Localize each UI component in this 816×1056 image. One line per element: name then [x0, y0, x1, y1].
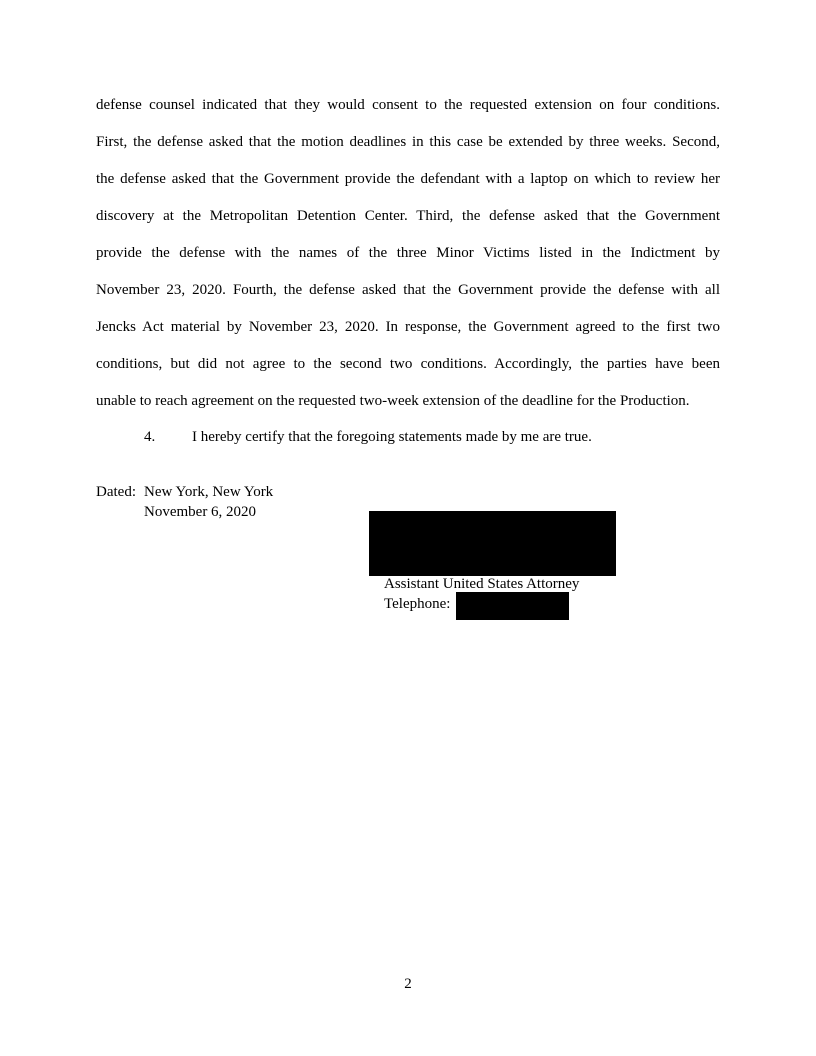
body-line-4: discovery at the Metropolitan Detention Center. Third, the defense asked that the Government	[96, 208, 720, 224]
signature-redaction	[369, 511, 616, 576]
body-line-6: November 23, 2020. Fourth, the defense asked that the Government provide the defense with all	[96, 282, 720, 298]
dated-place: New York, New York	[144, 484, 274, 500]
body-line-1: defense counsel indicated that they would consent to the requested extension on four conditions.	[96, 97, 720, 113]
dated-label: Dated:	[96, 484, 136, 500]
body-line-8: conditions, but did not agree to the second two conditions. Accordingly, the parties have been	[96, 356, 720, 372]
page-number: 2	[404, 976, 412, 992]
telephone-label: Telephone:	[384, 596, 451, 612]
paragraph-number: 4.	[144, 429, 156, 445]
body-line-3: the defense asked that the Government provide the defendant with a laptop on which to review her	[96, 171, 720, 187]
certification-statement: I hereby certify that the foregoing statements made by me are true.	[192, 429, 592, 445]
telephone-redaction	[456, 592, 569, 620]
body-line-9: unable to reach agreement on the requested two-week extension of the deadline for the Production.	[96, 393, 690, 409]
signer-title: Assistant United States Attorney	[384, 576, 580, 592]
body-line-5: provide the defense with the names of the three Minor Victims listed in the Indictment by	[96, 245, 720, 261]
dated-date: November 6, 2020	[144, 504, 257, 520]
body-line-7: Jencks Act material by November 23, 2020. In response, the Government agreed to the first two	[96, 319, 720, 335]
body-line-2: First, the defense asked that the motion deadlines in this case be extended by three weeks. Second,	[96, 134, 720, 150]
